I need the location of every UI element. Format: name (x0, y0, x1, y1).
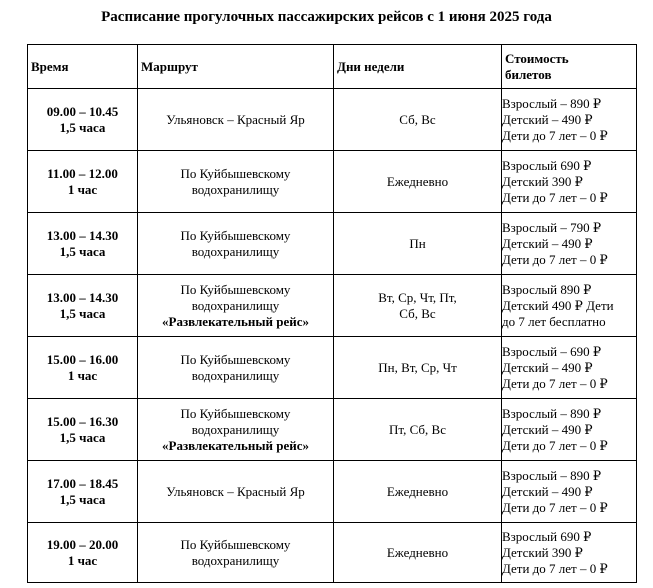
days-cell (334, 275, 502, 337)
route-text: По Куйбышевскому (180, 405, 291, 421)
table-row (28, 399, 637, 461)
price-line: Дети до 7 лет – 0 ₽ (502, 189, 608, 205)
header-route: Маршрут (138, 45, 334, 89)
route-cell (138, 523, 334, 583)
price-line: Детский – 490 ₽ (502, 483, 593, 499)
departure-time: 19.00 – 20.00 (46, 536, 119, 552)
price-line: Детский 390 ₽ (502, 544, 583, 560)
price-line: Детский 490 ₽ Дети (502, 297, 614, 313)
departure-time: 15.00 – 16.30 (46, 413, 119, 429)
price-line: Взрослый 690 ₽ (502, 157, 592, 173)
days-cell (334, 213, 502, 275)
price-cell (502, 275, 637, 337)
price-line: Взрослый – 890 ₽ (502, 467, 602, 483)
duration: 1,5 часа (59, 491, 106, 507)
route-text: водохранилищу (191, 367, 280, 383)
route-cell (138, 461, 334, 523)
price-cell (502, 461, 637, 523)
route-text: водохранилищу (191, 181, 280, 197)
departure-time: 13.00 – 14.30 (46, 227, 119, 243)
time-cell (28, 275, 138, 337)
route-cell (138, 213, 334, 275)
price-line: Дети до 7 лет – 0 ₽ (502, 437, 608, 453)
days-cell (334, 151, 502, 213)
table-row (28, 213, 637, 275)
duration: 1 час (67, 552, 98, 568)
price-line: Детский – 490 ₽ (502, 235, 593, 251)
days-cell (334, 523, 502, 583)
route-text: По Куйбышевскому (180, 281, 291, 297)
price-line: Дети до 7 лет – 0 ₽ (502, 127, 608, 143)
price-line: Взрослый 890 ₽ (502, 281, 592, 297)
time-cell (28, 151, 138, 213)
price-line: Взрослый – 890 ₽ (502, 95, 602, 111)
price-line: Взрослый – 890 ₽ (502, 405, 602, 421)
price-line: Дети до 7 лет – 0 ₽ (502, 560, 608, 576)
header-price-line2: билетов (505, 66, 552, 82)
price-cell (502, 523, 637, 583)
price-line: Детский 390 ₽ (502, 173, 583, 189)
time-cell (28, 89, 138, 151)
departure-time: 09.00 – 10.45 (46, 103, 119, 119)
route-cell (138, 399, 334, 461)
price-cell (502, 213, 637, 275)
duration: 1,5 часа (59, 119, 106, 135)
duration: 1,5 часа (59, 429, 106, 445)
price-line: Детский – 490 ₽ (502, 111, 593, 127)
route-text: По Куйбышевскому (180, 351, 291, 367)
schedule-rows (28, 89, 637, 583)
days-cell (334, 461, 502, 523)
time-cell (28, 461, 138, 523)
price-line: Детский – 490 ₽ (502, 421, 593, 437)
price-line: Дети до 7 лет – 0 ₽ (502, 251, 608, 267)
price-line: Взрослый – 690 ₽ (502, 343, 602, 359)
page-title: Расписание прогулочных пассажирских рейсов с 1 июня 2025 года (101, 9, 552, 25)
duration: 1,5 часа (59, 243, 106, 259)
time-cell (28, 399, 138, 461)
price-line: Взрослый – 790 ₽ (502, 219, 602, 235)
header-price (502, 45, 637, 89)
price-cell (502, 399, 637, 461)
route-cell (138, 151, 334, 213)
route-text: По Куйбышевскому (180, 536, 291, 552)
route-cell (138, 337, 334, 399)
days-cell (334, 399, 502, 461)
departure-time: 15.00 – 16.00 (46, 351, 119, 367)
price-cell (502, 337, 637, 399)
price-line: Детский – 490 ₽ (502, 359, 593, 375)
days-text: Вт, Ср, Чт, Пт, (378, 289, 457, 305)
days-text: Ежедневно (386, 173, 449, 189)
header-time: Время (28, 45, 138, 89)
table-row (28, 151, 637, 213)
time-cell (28, 213, 138, 275)
route-text: водохранилищу (191, 243, 280, 259)
price-line: Взрослый 690 ₽ (502, 528, 592, 544)
route-text: водохранилищу (191, 552, 280, 568)
price-line: Дети до 7 лет – 0 ₽ (502, 375, 608, 391)
days-text: Ежедневно (386, 544, 449, 560)
schedule-table (27, 44, 637, 583)
days-cell (334, 337, 502, 399)
route-text: По Куйбышевскому (180, 165, 291, 181)
route-text: водохранилищу (191, 421, 280, 437)
days-text: Сб, Вс (399, 111, 436, 127)
duration: 1 час (67, 181, 98, 197)
duration: 1,5 часа (59, 305, 106, 321)
price-line: Дети до 7 лет – 0 ₽ (502, 499, 608, 515)
header-price-line1: Стоимость (505, 50, 569, 66)
table-row (28, 275, 637, 337)
route-special-label: «Развлекательный рейс» (162, 437, 309, 453)
days-text: Пн (409, 235, 426, 251)
price-cell (502, 151, 637, 213)
route-cell (138, 275, 334, 337)
days-text: Пт, Сб, Вс (389, 421, 446, 437)
price-line: до 7 лет бесплатно (502, 313, 606, 329)
duration: 1 час (67, 367, 98, 383)
days-text: Ежедневно (386, 483, 449, 499)
route-text: По Куйбышевскому (180, 227, 291, 243)
departure-time: 17.00 – 18.45 (46, 475, 119, 491)
departure-time: 13.00 – 14.30 (46, 289, 119, 305)
departure-time: 11.00 – 12.00 (47, 165, 118, 181)
route-text: Ульяновск – Красный Яр (166, 483, 305, 499)
route-text: водохранилищу (191, 297, 280, 313)
table-row (28, 523, 637, 583)
table-row (28, 337, 637, 399)
days-text: Пн, Вт, Ср, Чт (378, 359, 457, 375)
header-days: Дни недели (334, 45, 502, 89)
route-special-label: «Развлекательный рейс» (162, 313, 309, 329)
time-cell (28, 337, 138, 399)
days-text: Сб, Вс (399, 305, 436, 321)
table-row (28, 461, 637, 523)
table-header-row (28, 45, 637, 89)
price-cell (502, 89, 637, 151)
route-text: Ульяновск – Красный Яр (166, 111, 305, 127)
route-cell (138, 89, 334, 151)
days-cell (334, 89, 502, 151)
table-row (28, 89, 637, 151)
time-cell (28, 523, 138, 583)
